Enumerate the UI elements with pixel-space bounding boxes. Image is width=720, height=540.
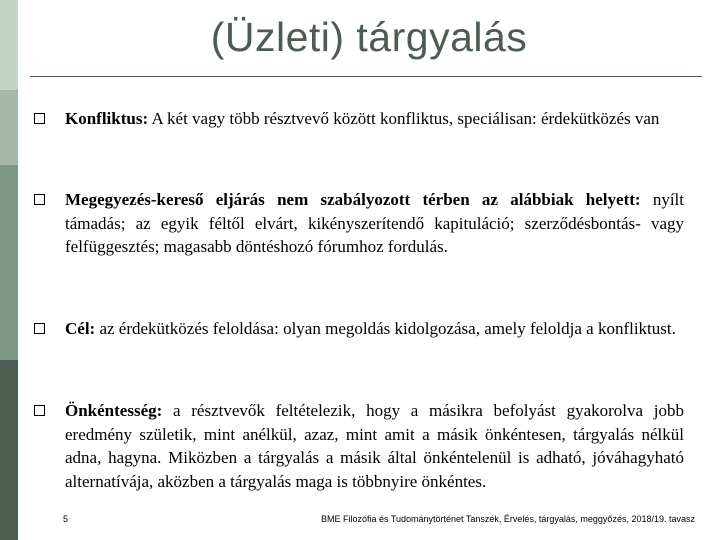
bullet-text [65, 188, 684, 259]
bullet-item-goal [30, 317, 684, 341]
square-bullet-icon [34, 323, 45, 334]
bullet-term: Konfliktus: [65, 109, 149, 128]
bullet-body: nyílt támadás; az egyik féltől elvárt, kikényszerítendő kapituláció; szerződésbontás- vagy felfüggesztés; magasabb döntéshozó fórumhoz fordulás. [65, 190, 684, 256]
bullet-term: Cél: [65, 319, 96, 338]
bullet-text [65, 317, 684, 341]
bullet-body: a résztvevők feltételezik, hogy a másikra befolyást gyakorolva jobb eredmény születik, mint anélkül, azaz, mint amit a másik önkéntesen, tárgyalás nélkül adna, hagyna. Miközben a tárgyalás a másik által önkéntelenül is adható, jóváhagyható alternatívája, aközben a tárgyalás maga is többnyire önkéntes. [65, 401, 684, 491]
bullet-text [65, 107, 684, 131]
square-bullet-icon [34, 113, 45, 124]
decor-bar-1 [0, 0, 18, 90]
footer-text: BME Filozófia és Tudománytörténet Tanszék, Érvelés, tárgyalás, meggyőzés, 2018/19. tavasz [320, 514, 695, 524]
decor-bar-3 [0, 165, 18, 360]
bullet-term: Megegyezés-kereső eljárás nem szabályozott térben az alábbiak helyett: [65, 190, 641, 209]
title-divider [30, 76, 702, 77]
bullet-text [65, 399, 684, 493]
bullet-item-conflict [30, 107, 684, 131]
square-bullet-icon [34, 405, 45, 416]
slide-title: (Üzleti) tárgyalás [210, 14, 528, 60]
bullet-item-voluntariness [30, 399, 684, 493]
decor-bar-2 [0, 90, 18, 165]
bullet-item-process [30, 188, 684, 259]
bullet-body: az érdekütközés feloldása: olyan megoldás kidolgozása, amely feloldja a konfliktust. [95, 319, 676, 338]
page-number: 5 [63, 514, 69, 524]
decor-bar-4 [0, 360, 18, 540]
square-bullet-icon [34, 194, 45, 205]
bullet-term: Önkéntesség: [65, 401, 163, 420]
bullet-body: A két vagy több résztvevő között konfliktus, speciálisan: érdekütközés van [148, 109, 660, 128]
